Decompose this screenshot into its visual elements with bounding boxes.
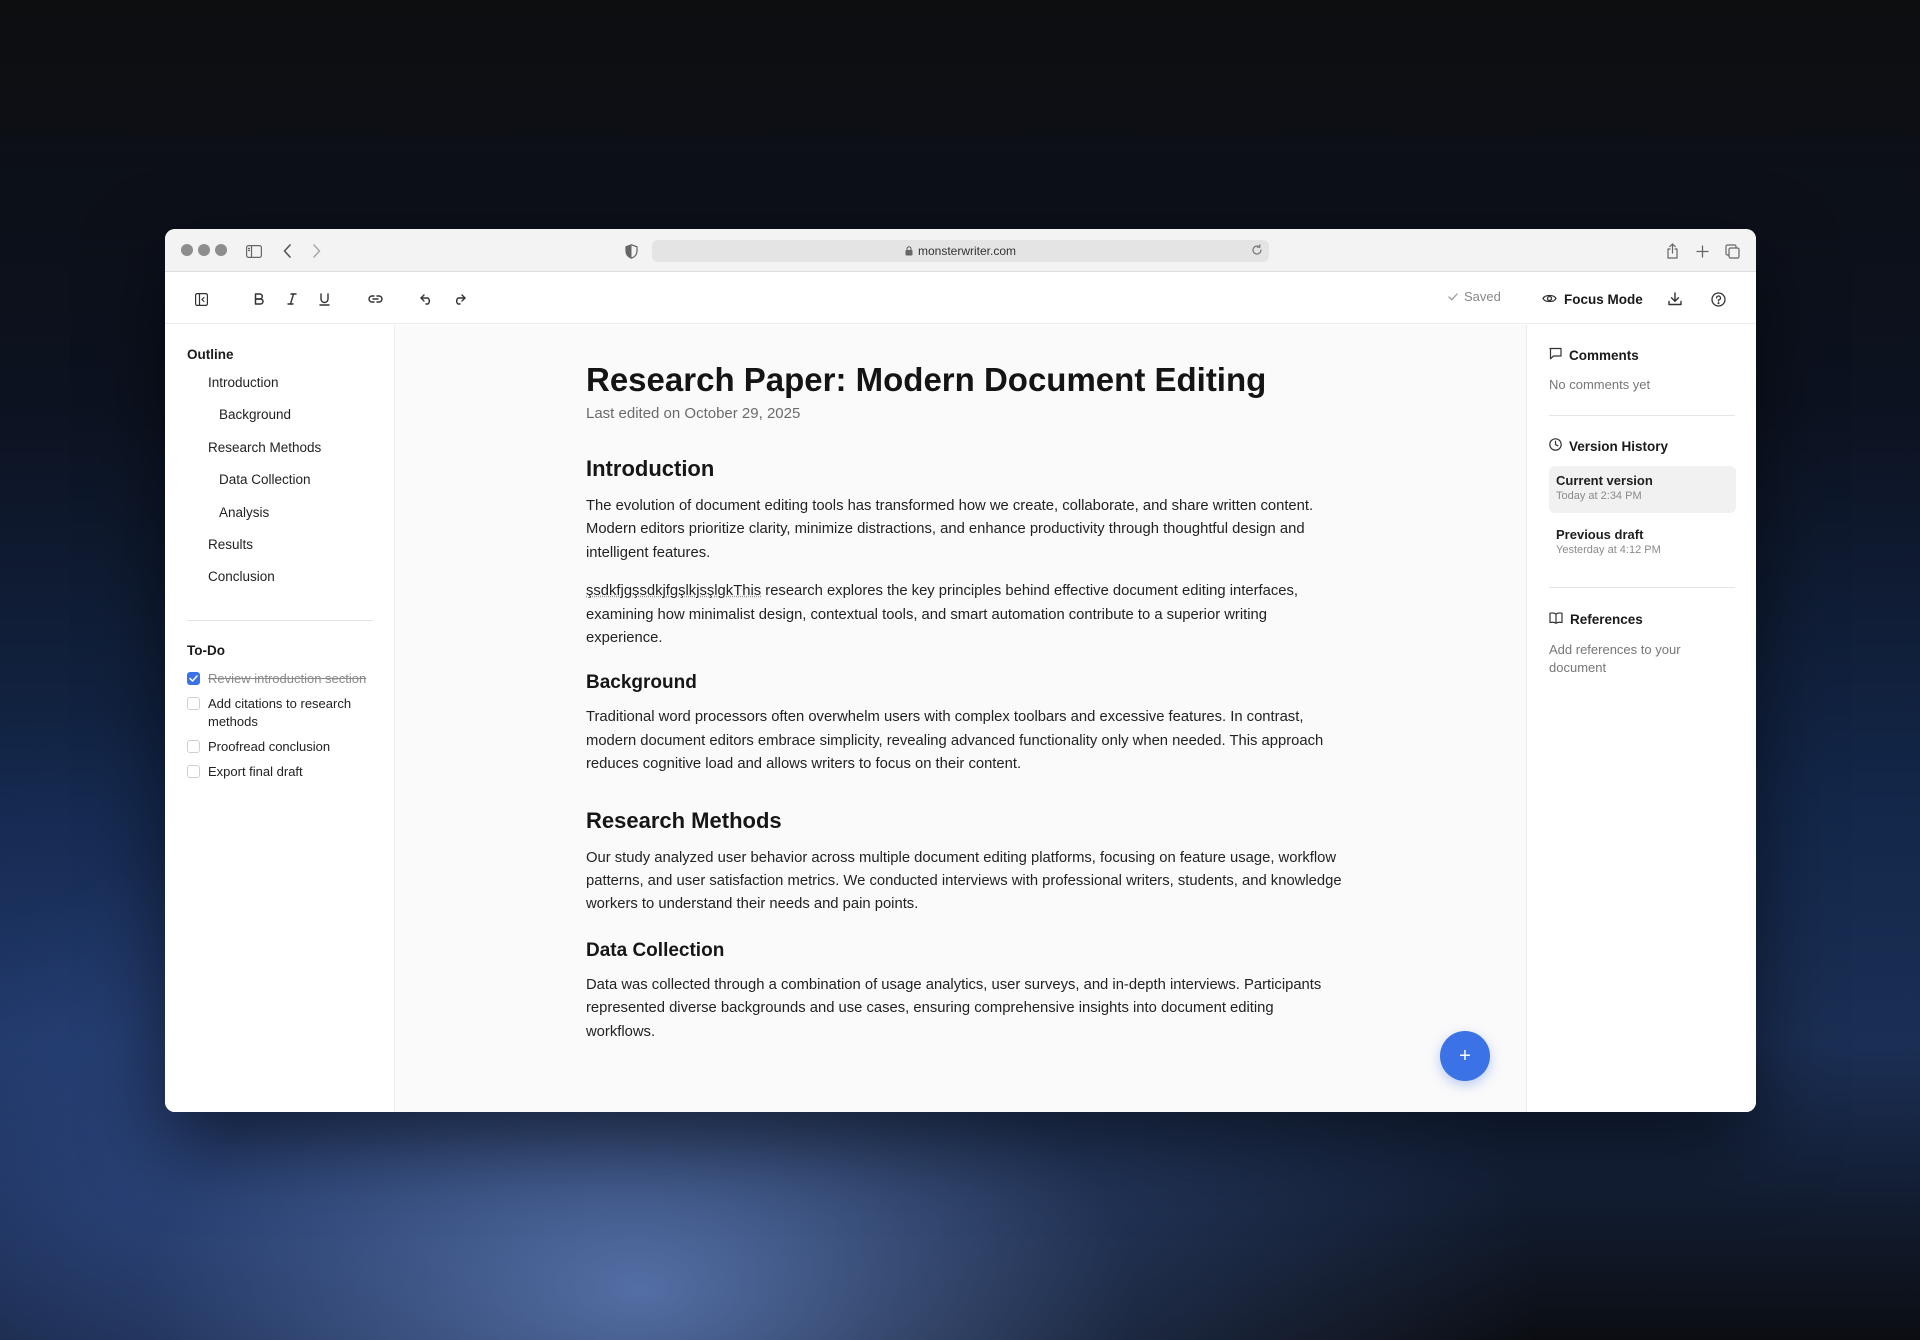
comments-empty: No comments yet bbox=[1549, 377, 1651, 392]
references-title: References bbox=[1570, 612, 1643, 627]
link-icon[interactable] bbox=[363, 287, 387, 311]
outline-item-introduction[interactable]: Introduction bbox=[208, 375, 279, 390]
todo-item bbox=[187, 670, 377, 688]
check-icon bbox=[1448, 289, 1458, 304]
lock-icon bbox=[905, 246, 913, 256]
todo-checkbox[interactable] bbox=[187, 697, 200, 710]
paragraph[interactable] bbox=[586, 580, 1346, 650]
zoom-window-button[interactable] bbox=[215, 244, 227, 256]
todo-item bbox=[187, 695, 377, 731]
focus-mode-button[interactable] bbox=[1542, 287, 1643, 311]
redo-icon[interactable] bbox=[447, 287, 471, 311]
heading-research-methods[interactable]: Research Methods bbox=[586, 807, 782, 833]
heading-background[interactable]: Background bbox=[586, 672, 697, 694]
document[interactable] bbox=[586, 360, 1346, 1044]
tab-overview-icon[interactable] bbox=[1721, 240, 1743, 262]
misspelled-text[interactable]: şsdkfjgşsdkjfgşlkjsşlgkThis bbox=[586, 583, 762, 600]
close-window-button[interactable] bbox=[181, 244, 193, 256]
window-controls bbox=[181, 244, 227, 256]
url-text: monsterwriter.com bbox=[917, 244, 1017, 258]
clock-icon bbox=[1549, 438, 1562, 454]
version-name: Current version bbox=[1556, 473, 1653, 488]
add-button[interactable]: + bbox=[1440, 1031, 1490, 1081]
todo-item bbox=[187, 763, 377, 781]
undo-icon[interactable] bbox=[414, 287, 438, 311]
comments-heading bbox=[1549, 347, 1639, 363]
outline-item-results[interactable]: Results bbox=[208, 536, 254, 552]
outline-item-conclusion[interactable]: Conclusion bbox=[208, 569, 275, 585]
left-sidebar bbox=[165, 325, 395, 1112]
paragraph[interactable]: The evolution of document editing tools has transformed how we create, collaborate, and share written content. Modern editors prioritize clarity, minimize distractions, and enhance productivity through thoughtful design and intelligent features. bbox=[586, 498, 1314, 561]
address-bar[interactable] bbox=[652, 240, 1269, 262]
browser-bar bbox=[165, 229, 1756, 272]
saved-label: Saved bbox=[1464, 289, 1501, 304]
last-edited: Last edited on October 29, 2025 bbox=[586, 405, 801, 422]
outline-item-data-collection[interactable]: Data Collection bbox=[219, 472, 311, 488]
italic-icon[interactable] bbox=[280, 287, 304, 311]
sidebar-toggle-icon[interactable] bbox=[243, 240, 265, 262]
todo-heading: To-Do bbox=[187, 643, 225, 658]
share-icon[interactable] bbox=[1661, 240, 1683, 262]
focus-mode-label: Focus Mode bbox=[1564, 291, 1643, 307]
todo-item bbox=[187, 738, 377, 756]
privacy-shield-icon[interactable] bbox=[620, 240, 642, 262]
version-item-previous[interactable] bbox=[1549, 520, 1736, 567]
download-icon[interactable] bbox=[1663, 287, 1687, 311]
comment-icon bbox=[1549, 347, 1562, 363]
comments-title: Comments bbox=[1569, 347, 1639, 363]
todo-label: Export final draft bbox=[208, 764, 303, 779]
version-time: Today at 2:34 PM bbox=[1556, 490, 1642, 502]
outline-heading: Outline bbox=[187, 347, 234, 362]
forward-icon[interactable] bbox=[305, 240, 327, 262]
underline-icon[interactable] bbox=[312, 287, 336, 311]
eye-icon bbox=[1542, 292, 1557, 307]
panel-divider bbox=[1549, 415, 1735, 416]
editor-toolbar bbox=[165, 272, 1756, 324]
bold-icon[interactable] bbox=[247, 287, 271, 311]
panel-divider bbox=[1549, 587, 1735, 588]
references-heading bbox=[1549, 612, 1643, 627]
outline-item-research-methods[interactable]: Research Methods bbox=[208, 439, 322, 455]
todo-label: Add citations to research methods bbox=[208, 696, 352, 729]
version-name: Previous draft bbox=[1556, 527, 1644, 542]
heading-data-collection[interactable]: Data Collection bbox=[586, 939, 725, 961]
version-history-heading bbox=[1549, 438, 1668, 454]
toggle-sidebar-icon[interactable] bbox=[189, 287, 213, 311]
paragraph[interactable]: Traditional word processors often overwhelm users with complex toolbars and excessive features. In contrast, modern document editors embrace simplicity, revealing advanced functionality only when needed. This approach reduces cognitive load and allows writers to focus on their content. bbox=[586, 709, 1324, 773]
paragraph[interactable]: Our study analyzed user behavior across multiple document editing platforms, focusing on feature usage, workflow patterns, and user satisfaction metrics. We conducted interviews with professional writers, students, and knowledge workers to understand their needs and pain points. bbox=[586, 849, 1342, 913]
back-icon[interactable] bbox=[276, 240, 298, 262]
browser-window bbox=[165, 229, 1756, 1112]
todo-list bbox=[187, 670, 377, 788]
minimize-window-button[interactable] bbox=[198, 244, 210, 256]
book-icon bbox=[1549, 612, 1563, 627]
version-item-current[interactable] bbox=[1549, 466, 1736, 513]
save-status bbox=[1448, 289, 1501, 304]
todo-checkbox[interactable] bbox=[187, 765, 200, 778]
new-tab-icon[interactable] bbox=[1691, 240, 1713, 262]
references-empty: Add references to your document bbox=[1549, 642, 1681, 675]
version-time: Yesterday at 4:12 PM bbox=[1556, 544, 1661, 556]
todo-checkbox[interactable] bbox=[187, 672, 200, 685]
todo-checkbox[interactable] bbox=[187, 740, 200, 753]
reload-icon[interactable] bbox=[1251, 244, 1263, 256]
todo-label: Proofread conclusion bbox=[208, 739, 331, 754]
paragraph-text: research explores the key principles behind effective document editing interfaces, examining how minimalist design, contextual tools, and smart automation contribute to a superior writing experience. bbox=[586, 583, 1298, 647]
heading-introduction[interactable]: Introduction bbox=[586, 456, 715, 481]
sidebar-divider bbox=[187, 620, 373, 621]
outline-item-analysis[interactable]: Analysis bbox=[219, 504, 270, 520]
document-title[interactable]: Research Paper: Modern Document Editing bbox=[586, 361, 1267, 398]
right-panel bbox=[1526, 325, 1756, 1112]
help-icon[interactable] bbox=[1706, 287, 1730, 311]
outline-list bbox=[187, 375, 321, 602]
outline-item-background[interactable]: Background bbox=[219, 407, 292, 423]
version-history-title: Version History bbox=[1569, 438, 1669, 454]
todo-label: Review introduction section bbox=[208, 671, 367, 686]
paragraph[interactable]: Data was collected through a combination of usage analytics, user surveys, and in-depth interviews. Participants represented diverse backgrounds and use cases, ensuring comprehensive insights into document editing workflows. bbox=[586, 976, 1322, 1040]
document-area[interactable] bbox=[395, 325, 1526, 1112]
